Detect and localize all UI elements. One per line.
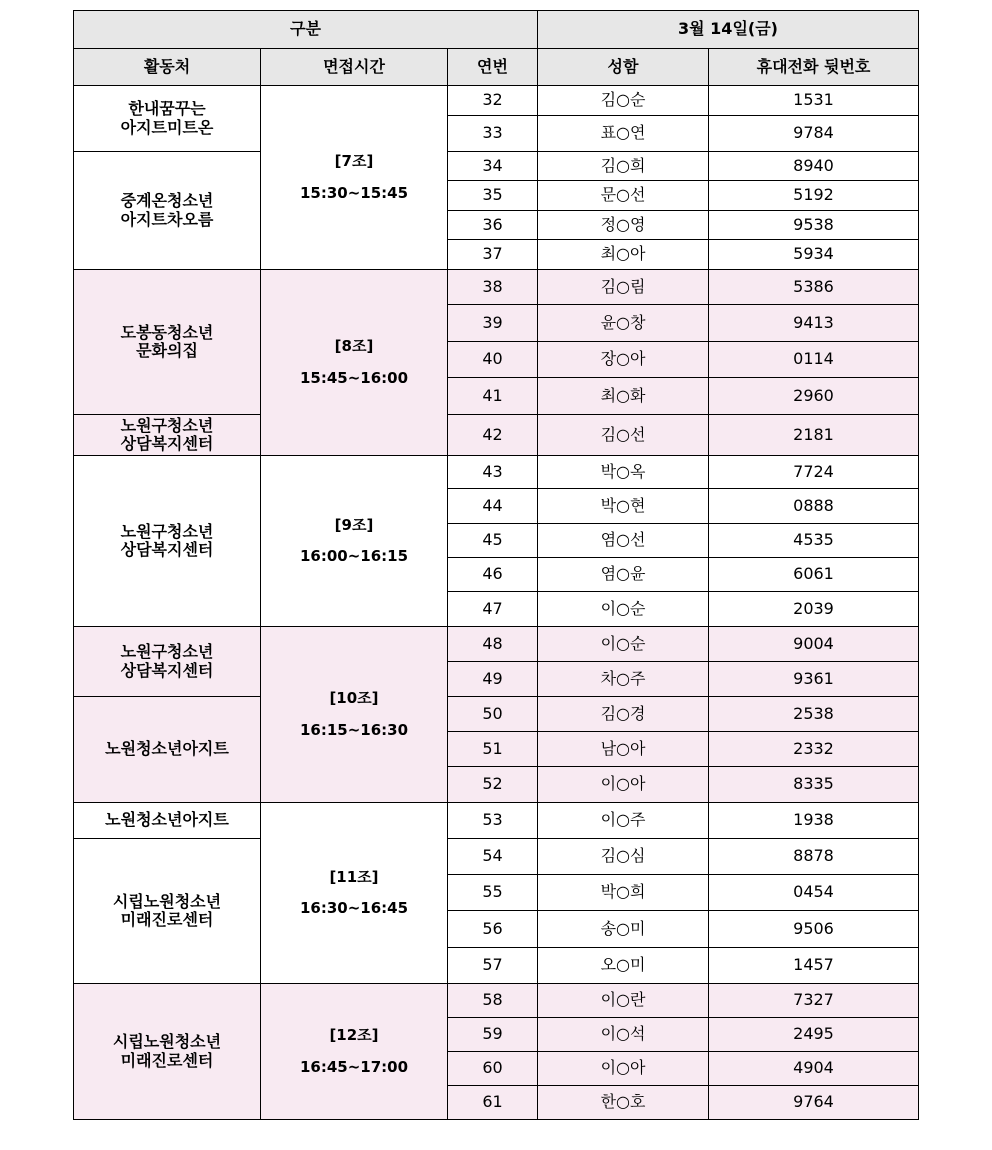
place-name-line: 노원청소년아지트 [105,739,229,759]
interview-time-cell [261,803,448,984]
row-number: 58 [448,984,538,1018]
row-number: 42 [448,415,538,456]
table-row [74,270,919,305]
phone-suffix: 8335 [709,767,919,803]
place-name-line: 시립노원청소년 [112,1032,222,1052]
phone-suffix: 2495 [709,1018,919,1052]
place-name-line: 문화의집 [136,341,198,360]
phone-suffix: 0454 [709,875,919,911]
person-name: 김○림 [538,270,709,305]
place-name-line: 상담복지센터 [120,540,214,559]
row-number: 45 [448,524,538,558]
person-name: 김○경 [538,697,709,732]
person-name: 이○아 [538,1052,709,1086]
phone-suffix: 9764 [709,1086,919,1120]
person-name: 염○윤 [538,558,709,592]
person-name: 표○연 [538,116,709,152]
team-label: [10조] [329,689,379,708]
place-name-line: 아지트차오름 [120,209,214,229]
person-name: 최○아 [538,240,709,270]
person-name: 최○화 [538,378,709,415]
person-name: 김○심 [538,839,709,875]
phone-suffix: 8878 [709,839,919,875]
row-number: 36 [448,211,538,240]
row-number: 44 [448,489,538,524]
phone-suffix: 1457 [709,948,919,984]
phone-suffix: 9538 [709,211,919,240]
person-name: 김○순 [538,86,709,116]
row-number: 55 [448,875,538,911]
phone-suffix: 2181 [709,415,919,456]
person-name: 이○주 [538,803,709,839]
table-row [74,803,919,839]
row-number: 37 [448,240,538,270]
header-name: 성함 [538,49,709,86]
phone-suffix: 7724 [709,456,919,489]
phone-suffix: 9784 [709,116,919,152]
time-range: 16:00~16:15 [299,547,409,565]
interview-time-cell [261,627,448,803]
place-name-line: 도봉동청소년 [120,322,214,342]
phone-suffix: 0888 [709,489,919,524]
person-name: 이○석 [538,1018,709,1052]
phone-suffix: 2960 [709,378,919,415]
person-name: 이○순 [538,627,709,662]
phone-suffix: 1938 [709,803,919,839]
phone-suffix: 1531 [709,86,919,116]
phone-suffix: 9361 [709,662,919,697]
phone-suffix: 9004 [709,627,919,662]
interview-time-cell [261,86,448,270]
interview-schedule-table [73,10,919,1120]
team-label: [7조] [334,152,374,171]
phone-suffix: 5192 [709,181,919,211]
person-name: 김○선 [538,415,709,456]
row-number: 53 [448,803,538,839]
phone-suffix: 4904 [709,1052,919,1086]
row-number: 35 [448,181,538,211]
phone-suffix: 6061 [709,558,919,592]
place-name-line: 노원구청소년 [120,415,214,435]
time-range: 15:30~15:45 [299,183,409,202]
place-name-line: 노원구청소년 [120,521,214,541]
person-name: 한○호 [538,1086,709,1120]
row-number: 47 [448,592,538,627]
table-row [74,86,919,116]
place-name-line: 미래진로센터 [120,1050,214,1070]
header-time: 면접시간 [261,49,448,86]
row-number: 54 [448,839,538,875]
place-cell [74,86,261,152]
person-name: 박○옥 [538,456,709,489]
phone-suffix: 5386 [709,270,919,305]
interview-time-cell [261,270,448,456]
phone-suffix: 5934 [709,240,919,270]
place-cell [74,627,261,697]
person-name: 염○선 [538,524,709,558]
place-name-line: 시립노원청소년 [112,891,222,911]
header-phone: 휴대전화 뒷번호 [709,49,919,86]
phone-suffix: 2538 [709,697,919,732]
header-group: 구분 [74,11,538,49]
row-number: 43 [448,456,538,489]
row-number: 51 [448,732,538,767]
person-name: 김○희 [538,152,709,181]
team-label: [12조] [329,1026,379,1045]
place-cell [74,984,261,1120]
row-number: 49 [448,662,538,697]
row-number: 52 [448,767,538,803]
row-number: 41 [448,378,538,415]
row-number: 32 [448,86,538,116]
place-cell [74,456,261,627]
team-label: [9조] [334,515,374,534]
place-cell [74,839,261,984]
place-name-line: 한내꿈꾸는 [128,99,206,119]
row-number: 46 [448,558,538,592]
table-row [74,984,919,1018]
phone-suffix: 9506 [709,911,919,948]
table-row [74,839,919,875]
person-name: 장○아 [538,342,709,378]
interview-schedule-sheet [73,10,919,1120]
row-number: 59 [448,1018,538,1052]
place-name-line: 중계온청소년 [120,191,214,211]
place-cell [74,697,261,803]
place-name-line: 아지트미트온 [120,117,214,137]
place-name-line: 노원청소년아지트 [105,810,229,830]
phone-suffix: 2332 [709,732,919,767]
header-place: 활동처 [74,49,261,86]
person-name: 남○아 [538,732,709,767]
row-number: 33 [448,116,538,152]
schedule-body [74,86,919,1120]
person-name: 오○미 [538,948,709,984]
row-number: 38 [448,270,538,305]
interview-time-cell [261,984,448,1120]
person-name: 이○순 [538,592,709,627]
row-number: 34 [448,152,538,181]
phone-suffix: 8940 [709,152,919,181]
place-name-line: 상담복지센터 [120,660,214,680]
time-range: 15:45~16:00 [299,368,409,387]
team-label: [11조] [329,867,379,886]
phone-suffix: 9413 [709,305,919,342]
time-range: 16:30~16:45 [299,899,409,917]
place-name-line: 상담복지센터 [120,434,214,453]
row-number: 57 [448,948,538,984]
person-name: 윤○창 [538,305,709,342]
interview-time-cell [261,456,448,627]
place-cell [74,803,261,839]
row-number: 56 [448,911,538,948]
table-row [74,415,919,456]
header-number: 연번 [448,49,538,86]
person-name: 이○아 [538,767,709,803]
phone-suffix: 2039 [709,592,919,627]
place-cell [74,270,261,415]
place-name-line: 노원구청소년 [120,642,214,662]
place-cell [74,415,261,456]
person-name: 문○선 [538,181,709,211]
row-number: 61 [448,1086,538,1120]
person-name: 박○희 [538,875,709,911]
phone-suffix: 0114 [709,342,919,378]
place-cell [74,152,261,270]
person-name: 송○미 [538,911,709,948]
row-number: 40 [448,342,538,378]
phone-suffix: 7327 [709,984,919,1018]
row-number: 39 [448,305,538,342]
table-row [74,152,919,181]
table-row [74,697,919,732]
time-range: 16:15~16:30 [299,720,409,739]
team-label: [8조] [334,337,374,356]
table-row [74,456,919,489]
person-name: 이○란 [538,984,709,1018]
row-number: 48 [448,627,538,662]
row-number: 60 [448,1052,538,1086]
header-date: 3월 14일(금) [538,11,919,49]
person-name: 차○주 [538,662,709,697]
time-range: 16:45~17:00 [299,1057,409,1076]
person-name: 정○영 [538,211,709,240]
person-name: 박○현 [538,489,709,524]
phone-suffix: 4535 [709,524,919,558]
place-name-line: 미래진로센터 [120,910,214,929]
table-row [74,627,919,662]
row-number: 50 [448,697,538,732]
